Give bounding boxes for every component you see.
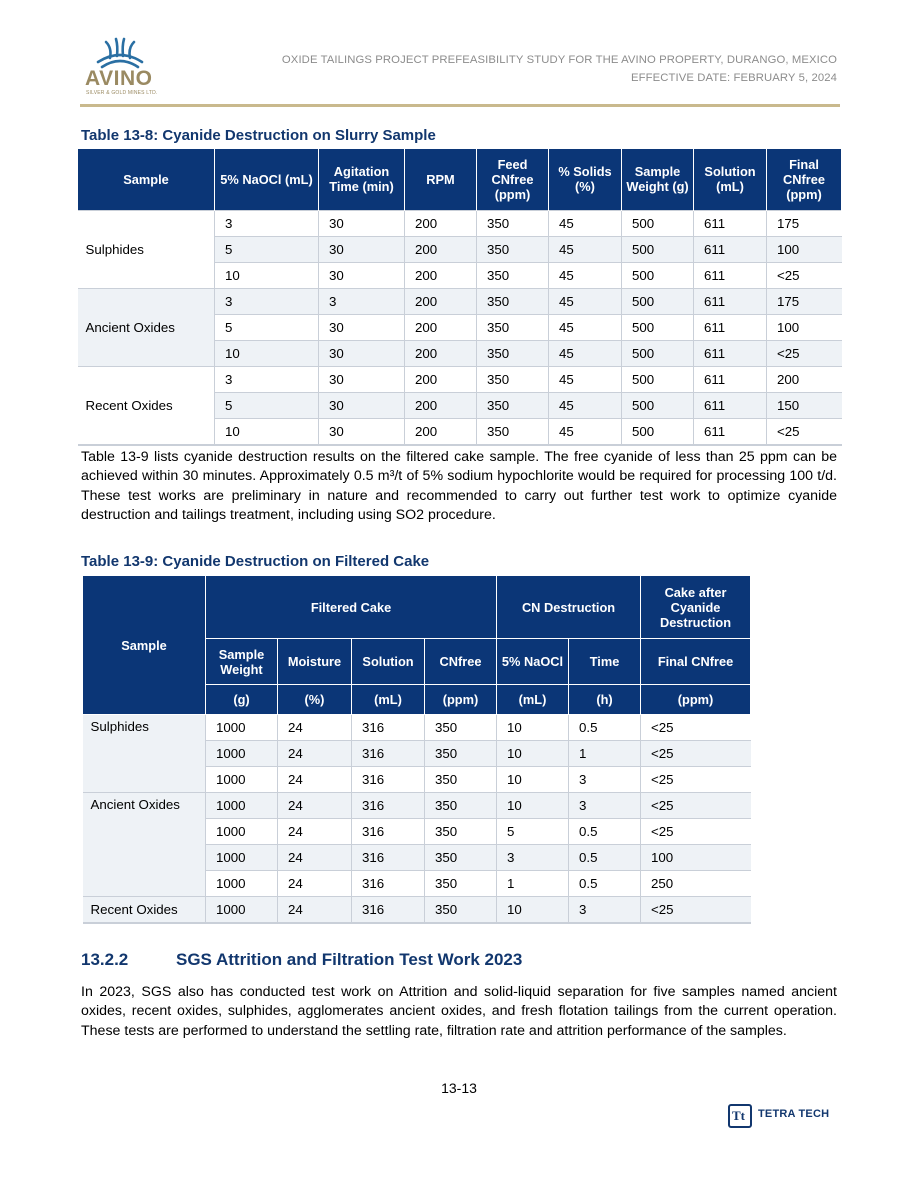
table-cell: <25 xyxy=(767,340,842,366)
table-cell: 200 xyxy=(767,366,842,392)
table-cell: 500 xyxy=(622,340,694,366)
table-cell: 1000 xyxy=(206,741,278,767)
table-cell: 5 xyxy=(215,236,319,262)
table-row xyxy=(78,210,842,236)
table-cell: 500 xyxy=(622,236,694,262)
table-cell: 500 xyxy=(622,392,694,418)
table-cell: 100 xyxy=(767,236,842,262)
table-cell: 500 xyxy=(622,288,694,314)
table-cell: 30 xyxy=(319,314,405,340)
table-cell: <25 xyxy=(767,418,842,445)
table-cell: 24 xyxy=(278,819,352,845)
t2-subheader: 5% NaOCl xyxy=(497,639,569,685)
t2-header-sample: Sample xyxy=(83,576,206,715)
t2-subheader: Time xyxy=(569,639,641,685)
table-row xyxy=(78,366,842,392)
table-cell: 30 xyxy=(319,392,405,418)
t1-header-feed: Feed CNfree (ppm) xyxy=(477,149,549,210)
table-cell: 350 xyxy=(477,236,549,262)
t2-header-filtered-cake: Filtered Cake xyxy=(206,576,497,639)
table-cell: 24 xyxy=(278,741,352,767)
logo-wordmark: AVINO xyxy=(85,67,153,90)
table-cell: 316 xyxy=(352,715,425,741)
table-cell: <25 xyxy=(641,741,751,767)
table-cell: 1 xyxy=(569,741,641,767)
effective-date: EFFECTIVE DATE: FEBRUARY 5, 2024 xyxy=(631,72,837,84)
table-cell: 200 xyxy=(405,262,477,288)
table-cell: 350 xyxy=(425,715,497,741)
t1-header-sample: Sample xyxy=(78,149,215,210)
table-cell: 611 xyxy=(694,210,767,236)
table-cell: 316 xyxy=(352,793,425,819)
paragraph-sgs-attrition: In 2023, SGS also has conducted test work on Attrition and solid-liquid separation for five samples named ancient oxides, recent oxides, sulphides, agglomerates ancient oxides, and fresh flotation tailings from the current operation. These tests are performed to understand the settling rate, filtration rate and attrition performance of the samples. xyxy=(81,984,837,1039)
t1-header-solution: Solution (mL) xyxy=(694,149,767,210)
table-cell: 10 xyxy=(497,715,569,741)
t1-header-naocl: 5% NaOCl (mL) xyxy=(215,149,319,210)
table-cell: 10 xyxy=(215,262,319,288)
table-cell: 500 xyxy=(622,366,694,392)
sample-group-cell: Ancient Oxides xyxy=(78,288,215,366)
table-cell: 175 xyxy=(767,288,842,314)
table-cell: 500 xyxy=(622,210,694,236)
table-cell: <25 xyxy=(641,767,751,793)
sample-group-cell: Recent Oxides xyxy=(83,897,206,924)
table-cell: 611 xyxy=(694,366,767,392)
table-cell: 611 xyxy=(694,340,767,366)
table-cell: 3 xyxy=(319,288,405,314)
table-cell: 5 xyxy=(215,314,319,340)
sample-group-cell: Recent Oxides xyxy=(78,366,215,445)
table-cell: 200 xyxy=(405,366,477,392)
table-cell: 611 xyxy=(694,288,767,314)
table-cell: 350 xyxy=(425,871,497,897)
t2-unit-header: (mL) xyxy=(497,685,569,715)
sample-group-cell: Ancient Oxides xyxy=(83,793,206,897)
t2-unit-header: (ppm) xyxy=(641,685,751,715)
t2-unit-header: (h) xyxy=(569,685,641,715)
table-cell: 316 xyxy=(352,767,425,793)
section-heading xyxy=(81,950,522,970)
table-cell: 175 xyxy=(767,210,842,236)
table-row xyxy=(83,897,751,924)
table-cell: 150 xyxy=(767,392,842,418)
table-cell: 350 xyxy=(425,793,497,819)
report-title: OXIDE TAILINGS PROJECT PREFEASIBILITY STUDY FOR THE AVINO PROPERTY, DURANGO, MEXICO xyxy=(281,54,837,66)
table-cell: 5 xyxy=(497,819,569,845)
table-cell: 3 xyxy=(497,845,569,871)
table-cell: 611 xyxy=(694,236,767,262)
table-cell: 45 xyxy=(549,366,622,392)
table-cell: 3 xyxy=(569,793,641,819)
table-cell: 316 xyxy=(352,845,425,871)
table-cell: 24 xyxy=(278,715,352,741)
table-cell: 350 xyxy=(477,418,549,445)
t2-header-cn-destruction: CN Destruction xyxy=(497,576,641,639)
table-cell: 200 xyxy=(405,210,477,236)
t2-subheader: CNfree xyxy=(425,639,497,685)
section-title: SGS Attrition and Filtration Test Work 2023 xyxy=(176,950,523,969)
table-cell: 350 xyxy=(425,741,497,767)
table-cell: 5 xyxy=(215,392,319,418)
table-cell: 200 xyxy=(405,392,477,418)
table-cell: 24 xyxy=(278,897,352,924)
section-number: 13.2.2 xyxy=(81,950,129,969)
tetra-tech-wordmark: TETRA TECH xyxy=(758,1108,830,1120)
table-cell: 10 xyxy=(497,793,569,819)
table-cell: 45 xyxy=(549,210,622,236)
table-cell: 24 xyxy=(278,793,352,819)
table-cell: 200 xyxy=(405,288,477,314)
table-cell: 0.5 xyxy=(569,871,641,897)
table-cell: 200 xyxy=(405,236,477,262)
table-cell: 10 xyxy=(497,741,569,767)
table-cell: 1000 xyxy=(206,793,278,819)
t1-header-rpm: RPM xyxy=(405,149,477,210)
table-cell: 316 xyxy=(352,741,425,767)
table-cell: 45 xyxy=(549,418,622,445)
tetra-tech-logo-icon xyxy=(728,1104,752,1128)
table-cell: 500 xyxy=(622,314,694,340)
t1-header-solids: % Solids (%) xyxy=(549,149,622,210)
table-cell: 30 xyxy=(319,366,405,392)
t2-header-cake-after: Cake after Cyanide Destruction xyxy=(641,576,751,639)
table-cell: 1000 xyxy=(206,897,278,924)
table-cell: 316 xyxy=(352,819,425,845)
table-cell: 200 xyxy=(405,418,477,445)
brand-mark: Tt xyxy=(732,1108,745,1123)
table-cell: 350 xyxy=(425,767,497,793)
table-cell: <25 xyxy=(641,793,751,819)
table-cell: 1000 xyxy=(206,767,278,793)
table-cell: 45 xyxy=(549,236,622,262)
t1-header-weight: Sample Weight (g) xyxy=(622,149,694,210)
table-cell: 1000 xyxy=(206,819,278,845)
t2-unit-header: (%) xyxy=(278,685,352,715)
table-cell: 0.5 xyxy=(569,845,641,871)
table-cell: 350 xyxy=(425,845,497,871)
table-cell: 350 xyxy=(477,210,549,236)
table-cell: 316 xyxy=(352,897,425,924)
table-cell: 24 xyxy=(278,767,352,793)
table-cell: <25 xyxy=(641,819,751,845)
table-cell: 24 xyxy=(278,845,352,871)
table-cell: 3 xyxy=(215,288,319,314)
table-cell: 3 xyxy=(215,210,319,236)
table-cell: 100 xyxy=(641,845,751,871)
table-cell: 316 xyxy=(352,871,425,897)
table-cell: 10 xyxy=(497,767,569,793)
table-cell: 250 xyxy=(641,871,751,897)
t2-unit-header: (mL) xyxy=(352,685,425,715)
sample-group-cell: Sulphides xyxy=(78,210,215,288)
table-cell: 3 xyxy=(569,897,641,924)
logo-subtitle: SILVER & GOLD MINES LTD. xyxy=(86,90,158,96)
table-cell: 500 xyxy=(622,418,694,445)
table-cell: 45 xyxy=(549,262,622,288)
table2-caption: Table 13-9: Cyanide Destruction on Filtered Cake xyxy=(81,553,430,570)
table-cell: 1000 xyxy=(206,715,278,741)
table-cell: 45 xyxy=(549,340,622,366)
page-number: 13-13 xyxy=(441,1080,477,1096)
table-row xyxy=(78,288,842,314)
table-cell: 200 xyxy=(405,340,477,366)
table-cell: 0.5 xyxy=(569,819,641,845)
table1-cyanide-slurry xyxy=(77,149,842,446)
table-cell: 350 xyxy=(477,340,549,366)
table-cell: 30 xyxy=(319,340,405,366)
table-cell: 350 xyxy=(425,819,497,845)
table-cell: 10 xyxy=(497,897,569,924)
t1-header-time: Agitation Time (min) xyxy=(319,149,405,210)
table-cell: 200 xyxy=(405,314,477,340)
table-cell: 350 xyxy=(477,262,549,288)
table-cell: 1000 xyxy=(206,845,278,871)
table-cell: 1 xyxy=(497,871,569,897)
t2-subheader: Moisture xyxy=(278,639,352,685)
t1-header-final: Final CNfree (ppm) xyxy=(767,149,842,210)
table-cell: 350 xyxy=(477,288,549,314)
table-cell: 10 xyxy=(215,418,319,445)
table-cell: 350 xyxy=(477,366,549,392)
table-cell: 611 xyxy=(694,392,767,418)
table-cell: 350 xyxy=(477,392,549,418)
table-cell: 24 xyxy=(278,871,352,897)
table-cell: 100 xyxy=(767,314,842,340)
table-cell: 30 xyxy=(319,210,405,236)
table-cell: 45 xyxy=(549,288,622,314)
table-cell: 10 xyxy=(215,340,319,366)
table-cell: 350 xyxy=(477,314,549,340)
t2-unit-header: (g) xyxy=(206,685,278,715)
table-cell: 45 xyxy=(549,314,622,340)
table-cell: 3 xyxy=(569,767,641,793)
paragraph-cyanide-results: Table 13-9 lists cyanide destruction results on the filtered cake sample. The free cyanide of less than 25 ppm can be achieved within 30 minutes. Approximately 0.5 m³/t of 5% sodium hypochlorite would be required for processing 100 t/d. These test works are preliminary in nature and recommended to carry out further test work to optimize cyanide destruction and tailings treatment, including using SO2 procedure. xyxy=(81,449,837,524)
table-cell: 1000 xyxy=(206,871,278,897)
table-cell: 611 xyxy=(694,314,767,340)
header-rule xyxy=(80,104,840,107)
t2-subheader: Sample Weight xyxy=(206,639,278,685)
table-cell: 500 xyxy=(622,262,694,288)
table-cell: 30 xyxy=(319,262,405,288)
sample-group-cell: Sulphides xyxy=(83,715,206,793)
table2-cyanide-cake xyxy=(82,575,751,924)
table-cell: 3 xyxy=(215,366,319,392)
t2-unit-header: (ppm) xyxy=(425,685,497,715)
table-cell: 611 xyxy=(694,418,767,445)
table1-caption: Table 13-8: Cyanide Destruction on Slurry Sample xyxy=(81,127,436,144)
t2-subheader: Final CNfree xyxy=(641,639,751,685)
table-cell: 30 xyxy=(319,418,405,445)
table-row xyxy=(83,715,751,741)
table-cell: 30 xyxy=(319,236,405,262)
table-cell: 45 xyxy=(549,392,622,418)
table-cell: <25 xyxy=(641,897,751,924)
table-row xyxy=(83,793,751,819)
table-cell: 350 xyxy=(425,897,497,924)
table-cell: 0.5 xyxy=(569,715,641,741)
table-cell: <25 xyxy=(767,262,842,288)
t2-subheader: Solution xyxy=(352,639,425,685)
table-cell: 611 xyxy=(694,262,767,288)
table-cell: <25 xyxy=(641,715,751,741)
